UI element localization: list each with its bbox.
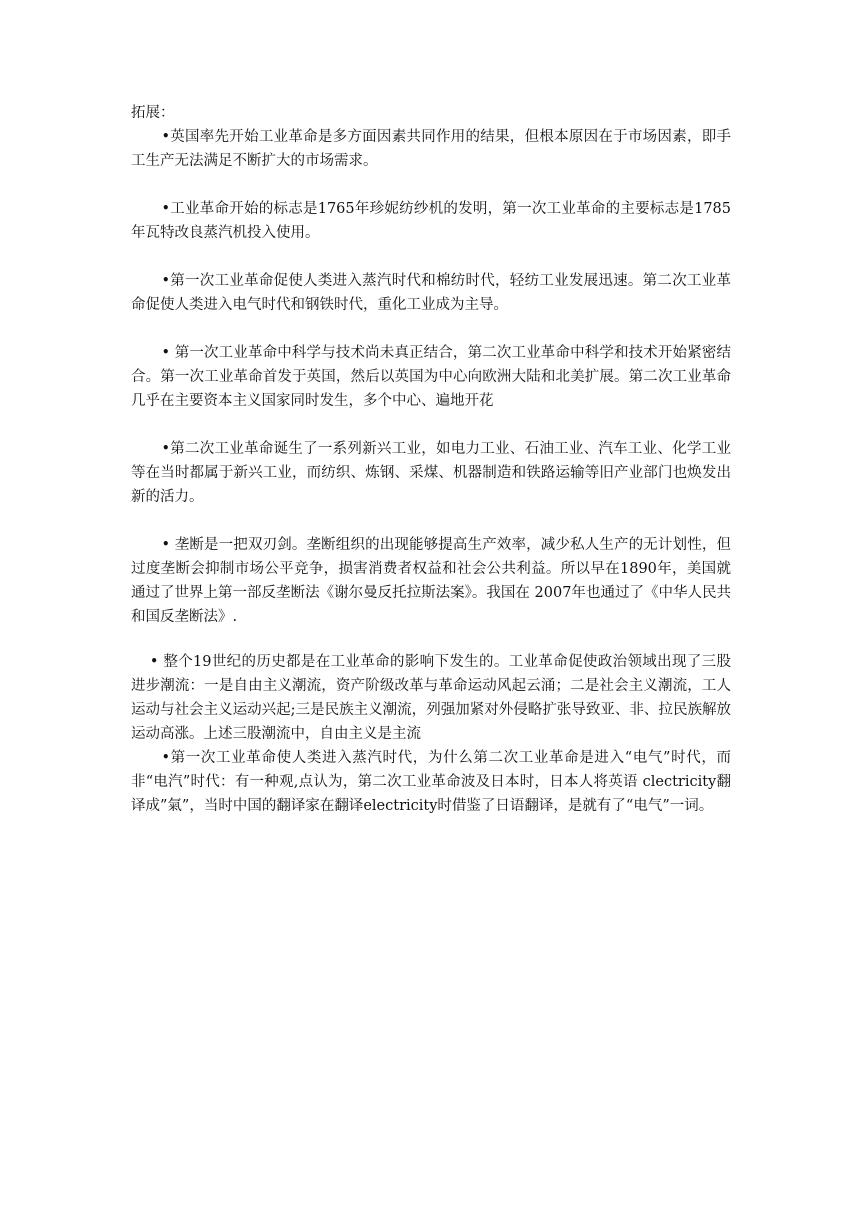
paragraph-new-industries: •第二次工业革命诞生了一系列新兴工业，如电力工业、石油工业、汽车工业、化学工业等在当时都属于新兴工业，而纺织、炼钢、采煤、机器制造和铁路运输等旧产业部门也焕发出新的活力。 [131, 441, 731, 505]
paragraph-nineteenth-century: • 整个19世纪的历史都是在工业革命的影响下发生的。工业革命促使政治领域出现了三股进步潮流：一是自由主义潮流，资产阶级改革与革命运动风起云涌；二是社会主义潮流，工人运动与社会主义运动兴起;三是民族主义潮流，列强加紧对外侵略扩张导致亚、非、拉民族解放运动高涨。上述三股潮流中，自由主义是主流 [131, 654, 731, 742]
paragraph-market-factor: •英国率先开始工业革命是多方面因素共同作用的结果，但根本原因在于市场因素，即手工生产无法满足不断扩大的市场需求。 [131, 129, 731, 169]
paragraph-steam-electric-age: •第一次工业革命促使人类进入蒸汽时代和棉纺时代，轻纺工业发展迅速。第二次工业革命促使人类进入电气时代和钢铁时代，重化工业成为主导。 [131, 273, 731, 313]
paragraph-science-technology: • 第一次工业革命中科学与技术尚未真正结合，第二次工业革命中科学和技术开始紧密结合。第一次工业革命首发于英国，然后以英国为中心向欧洲大陆和北美扩展。第二次工业革命几乎在主要资本主义国家同时发生，多个中心、遍地开花 [131, 345, 731, 409]
paragraph-revolution-start: •工业革命开始的标志是1765年珍妮纺纱机的发明，第一次工业革命的主要标志是1785年瓦特改良蒸汽机投入使用。 [131, 201, 731, 241]
paragraph-electric-term: •第一次工业革命使人类进入蒸汽时代，为什么第二次工业革命是进入“电气”时代，而非“电汽”时代：有一种观,点认为，第二次工业革命波及日本时，日本人将英语 clectricity翻译成”氣”，当时中国的翻译家在翻译electricity时借鉴了日语翻译，是就有了“电气”一词。 [131, 750, 731, 814]
section-heading: 拓展： [131, 105, 175, 121]
document-body [131, 101, 731, 818]
paragraph-monopoly: • 垄断是一把双刃剑。垄断组织的出现能够提高生产效率，减少私人生产的无计划性，但过度垄断会抑制市场公平竞争，损害消费者权益和社会公共利益。所以早在1890年，美国就通过了世界上第一部反垄断法《谢尔曼反托拉斯法案》。我国在 2007年也通过了《中华人民共和国反垄断法》. [131, 537, 731, 625]
